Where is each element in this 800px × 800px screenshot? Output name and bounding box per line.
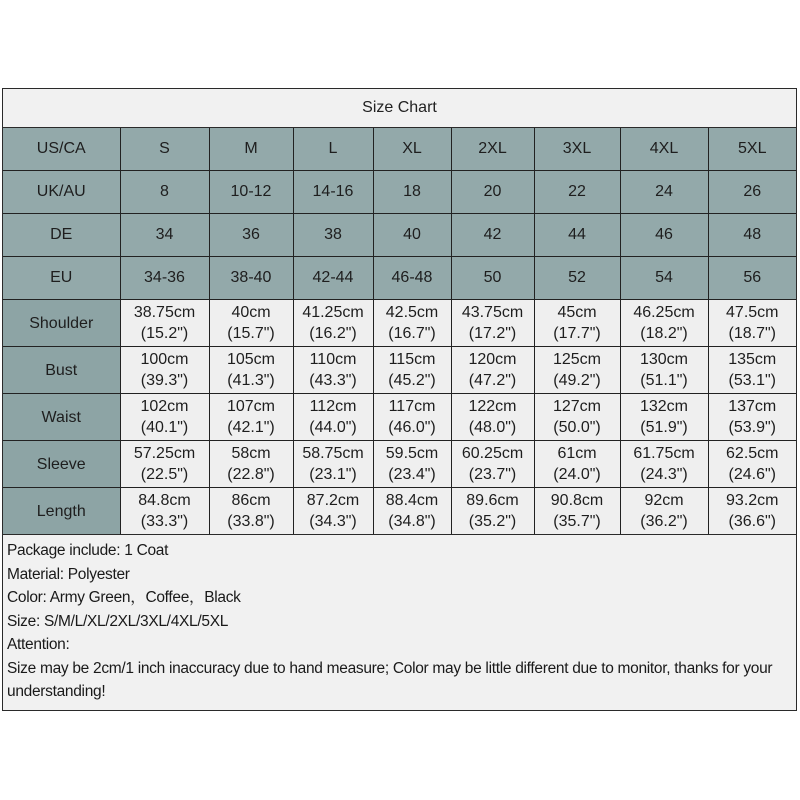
note-attention-heading: Attention: (7, 636, 70, 653)
size-cell: 36 (209, 214, 293, 257)
size-cell: 38-40 (209, 257, 293, 300)
cm-value: 41.25cm (302, 304, 364, 321)
row-label: Shoulder (3, 300, 120, 347)
cm-value: 117cm (388, 398, 436, 415)
size-cell: 3XL (534, 128, 620, 171)
cm-value: 137cm (728, 398, 777, 415)
cm-value: 62.5cm (726, 445, 779, 462)
measurement-cell (293, 394, 373, 441)
chart-title: Size Chart (3, 89, 796, 128)
cm-value: 110cm (309, 351, 357, 368)
size-cell: 52 (534, 257, 620, 300)
inch-value: (22.5") (140, 466, 189, 483)
inch-value: (34.8") (388, 513, 436, 530)
measurement-cell (209, 347, 293, 394)
row-label: Length (3, 488, 120, 535)
inch-value: (16.2") (309, 325, 357, 342)
cm-value: 88.4cm (385, 492, 439, 509)
size-cell: 14-16 (293, 171, 373, 214)
size-cell: 38 (293, 214, 373, 257)
inch-value: (35.7") (553, 513, 601, 530)
inch-value: (42.1") (227, 419, 275, 436)
measurement-cell (120, 441, 209, 488)
size-cell: 24 (620, 171, 708, 214)
measurement-cell (534, 347, 620, 394)
cm-value: 93.2cm (726, 492, 779, 509)
inch-value: (44.0") (309, 419, 357, 436)
measurement-cell (120, 394, 209, 441)
measurement-cell (451, 394, 534, 441)
inch-value: (15.2") (140, 325, 189, 342)
cm-value: 132cm (639, 398, 689, 415)
size-cell: 54 (620, 257, 708, 300)
measurement-row-shoulder (3, 300, 796, 347)
size-cell: 20 (451, 171, 534, 214)
measurement-cell (293, 347, 373, 394)
cm-value: 40cm (231, 304, 271, 321)
cm-value: 84.8cm (138, 492, 191, 509)
size-cell: 34-36 (120, 257, 209, 300)
note-package: Package include: 1 Coat (7, 542, 169, 559)
row-label: EU (3, 257, 120, 300)
cm-value: 89.6cm (466, 492, 519, 509)
inch-value: (50.0") (553, 419, 601, 436)
measurement-cell (209, 441, 293, 488)
cm-value: 115cm (388, 351, 436, 368)
measurement-cell (708, 300, 796, 347)
measurement-cell (708, 441, 796, 488)
cm-value: 90.8cm (550, 492, 604, 509)
size-cell: 42-44 (293, 257, 373, 300)
size-cell: S (120, 128, 209, 171)
size-cell: L (293, 128, 373, 171)
row-label: Bust (3, 347, 120, 394)
size-row-eu (3, 257, 796, 300)
size-cell: 42 (451, 214, 534, 257)
measurement-cell (293, 441, 373, 488)
cm-value: 42.5cm (385, 304, 439, 321)
cm-value: 61.75cm (633, 445, 695, 462)
cm-value: 130cm (639, 351, 689, 368)
inch-value: (18.2") (640, 325, 688, 342)
inch-value: (17.7") (553, 325, 601, 342)
cm-value: 102cm (140, 398, 189, 415)
size-chart (2, 88, 797, 711)
cm-value: 60.25cm (461, 445, 524, 462)
inch-value: (23.4") (388, 466, 436, 483)
measurement-cell (451, 441, 534, 488)
inch-value: (49.2") (553, 372, 601, 389)
cm-value: 135cm (728, 351, 777, 368)
inch-value: (41.3") (227, 372, 275, 389)
measurement-cell (534, 488, 620, 535)
cm-value: 86cm (231, 492, 271, 509)
measurement-cell (373, 300, 451, 347)
measurement-cell (534, 394, 620, 441)
inch-value: (24.0") (553, 466, 601, 483)
size-cell: 44 (534, 214, 620, 257)
measurement-cell (120, 300, 209, 347)
measurement-cell (451, 488, 534, 535)
size-row-de (3, 214, 796, 257)
measurement-cell (451, 347, 534, 394)
row-label: UK/AU (3, 171, 120, 214)
measurement-row-sleeve (3, 441, 796, 488)
inch-value: (39.3") (140, 372, 189, 389)
cm-value: 43.75cm (461, 304, 524, 321)
size-cell: 4XL (620, 128, 708, 171)
size-cell: 2XL (451, 128, 534, 171)
size-cell: 8 (120, 171, 209, 214)
inch-value: (24.6") (728, 466, 776, 483)
inch-value: (33.8") (227, 513, 275, 530)
inch-value: (36.2") (640, 513, 688, 530)
cm-value: 122cm (468, 398, 517, 415)
size-cell: 18 (373, 171, 451, 214)
measurement-cell (708, 394, 796, 441)
measurement-cell (620, 488, 708, 535)
inch-value: (24.3") (640, 466, 688, 483)
size-cell: 56 (708, 257, 796, 300)
size-cell: 46 (620, 214, 708, 257)
size-cell: 10-12 (209, 171, 293, 214)
cm-value: 127cm (552, 398, 602, 415)
measurement-cell (620, 394, 708, 441)
size-cell: M (209, 128, 293, 171)
note-color: Color: Army Green，Coffee，Black (7, 589, 241, 606)
size-cell: 26 (708, 171, 796, 214)
inch-value: (22.8") (227, 466, 275, 483)
measurement-cell (451, 300, 534, 347)
measurement-row-length (3, 488, 796, 535)
size-cell: 48 (708, 214, 796, 257)
cm-value: 47.5cm (726, 304, 779, 321)
inch-value: (35.2") (468, 513, 517, 530)
cm-value: 61cm (557, 445, 597, 462)
inch-value: (33.3") (140, 513, 189, 530)
inch-value: (15.7") (227, 325, 275, 342)
measurement-cell (534, 300, 620, 347)
row-label: DE (3, 214, 120, 257)
size-cell: 46-48 (373, 257, 451, 300)
measurement-cell (708, 347, 796, 394)
cm-value: 125cm (552, 351, 602, 368)
cm-value: 100cm (140, 351, 189, 368)
size-cell: 5XL (708, 128, 796, 171)
measurement-cell (373, 488, 451, 535)
cm-value: 45cm (557, 304, 597, 321)
measurement-cell (293, 488, 373, 535)
cm-value: 57.25cm (133, 445, 196, 462)
inch-value: (48.0") (468, 419, 517, 436)
size-cell: XL (373, 128, 451, 171)
row-label: Sleeve (3, 441, 120, 488)
measurement-cell (209, 488, 293, 535)
inch-value: (34.3") (309, 513, 357, 530)
inch-value: (16.7") (388, 325, 436, 342)
inch-value: (17.2") (468, 325, 517, 342)
inch-value: (18.7") (728, 325, 776, 342)
measurement-cell (293, 300, 373, 347)
measurement-cell (120, 488, 209, 535)
note-attention-text: Size may be 2cm/1 inch inaccuracy due to hand measure; Color may be little different due to monitor, thanks for your understanding! (7, 659, 773, 700)
inch-value: (23.1") (309, 466, 357, 483)
size-row-us-ca (3, 128, 796, 171)
size-cell: 34 (120, 214, 209, 257)
measurement-cell (620, 347, 708, 394)
inch-value: (45.2") (388, 372, 436, 389)
measurement-cell (534, 441, 620, 488)
cm-value: 58cm (231, 445, 271, 462)
row-label: Waist (3, 394, 120, 441)
inch-value: (46.0") (388, 419, 436, 436)
inch-value: (36.6") (728, 513, 776, 530)
size-table (3, 128, 796, 535)
note-material: Material: Polyester (7, 565, 130, 583)
cm-value: 107cm (226, 398, 276, 415)
measurement-cell (120, 347, 209, 394)
measurement-cell (373, 347, 451, 394)
cm-value: 38.75cm (133, 304, 196, 321)
measurement-cell (373, 394, 451, 441)
size-cell: 22 (534, 171, 620, 214)
note-size: Size: S/M/L/XL/2XL/3XL/4XL/5XL (7, 612, 229, 630)
measurement-row-waist (3, 394, 796, 441)
size-cell: 40 (373, 214, 451, 257)
measurement-cell (708, 488, 796, 535)
cm-value: 59.5cm (385, 445, 439, 462)
inch-value: (51.9") (640, 419, 688, 436)
inch-value: (43.3") (309, 372, 357, 389)
cm-value: 92cm (644, 492, 684, 509)
inch-value: (23.7") (468, 466, 517, 483)
measurement-row-bust (3, 347, 796, 394)
inch-value: (53.1") (728, 372, 776, 389)
cm-value: 46.25cm (633, 304, 695, 321)
size-cell: 50 (451, 257, 534, 300)
measurement-cell (620, 300, 708, 347)
size-row-uk-au (3, 171, 796, 214)
cm-value: 120cm (468, 351, 517, 368)
row-label: US/CA (3, 128, 120, 171)
measurement-cell (373, 441, 451, 488)
inch-value: (51.1") (640, 372, 688, 389)
measurement-cell (209, 394, 293, 441)
product-notes (3, 535, 796, 710)
cm-value: 58.75cm (302, 445, 364, 462)
cm-value: 105cm (226, 351, 276, 368)
inch-value: (47.2") (468, 372, 517, 389)
measurement-cell (209, 300, 293, 347)
measurement-cell (620, 441, 708, 488)
cm-value: 112cm (309, 398, 357, 415)
inch-value: (40.1") (140, 419, 189, 436)
cm-value: 87.2cm (306, 492, 360, 509)
inch-value: (53.9") (728, 419, 776, 436)
